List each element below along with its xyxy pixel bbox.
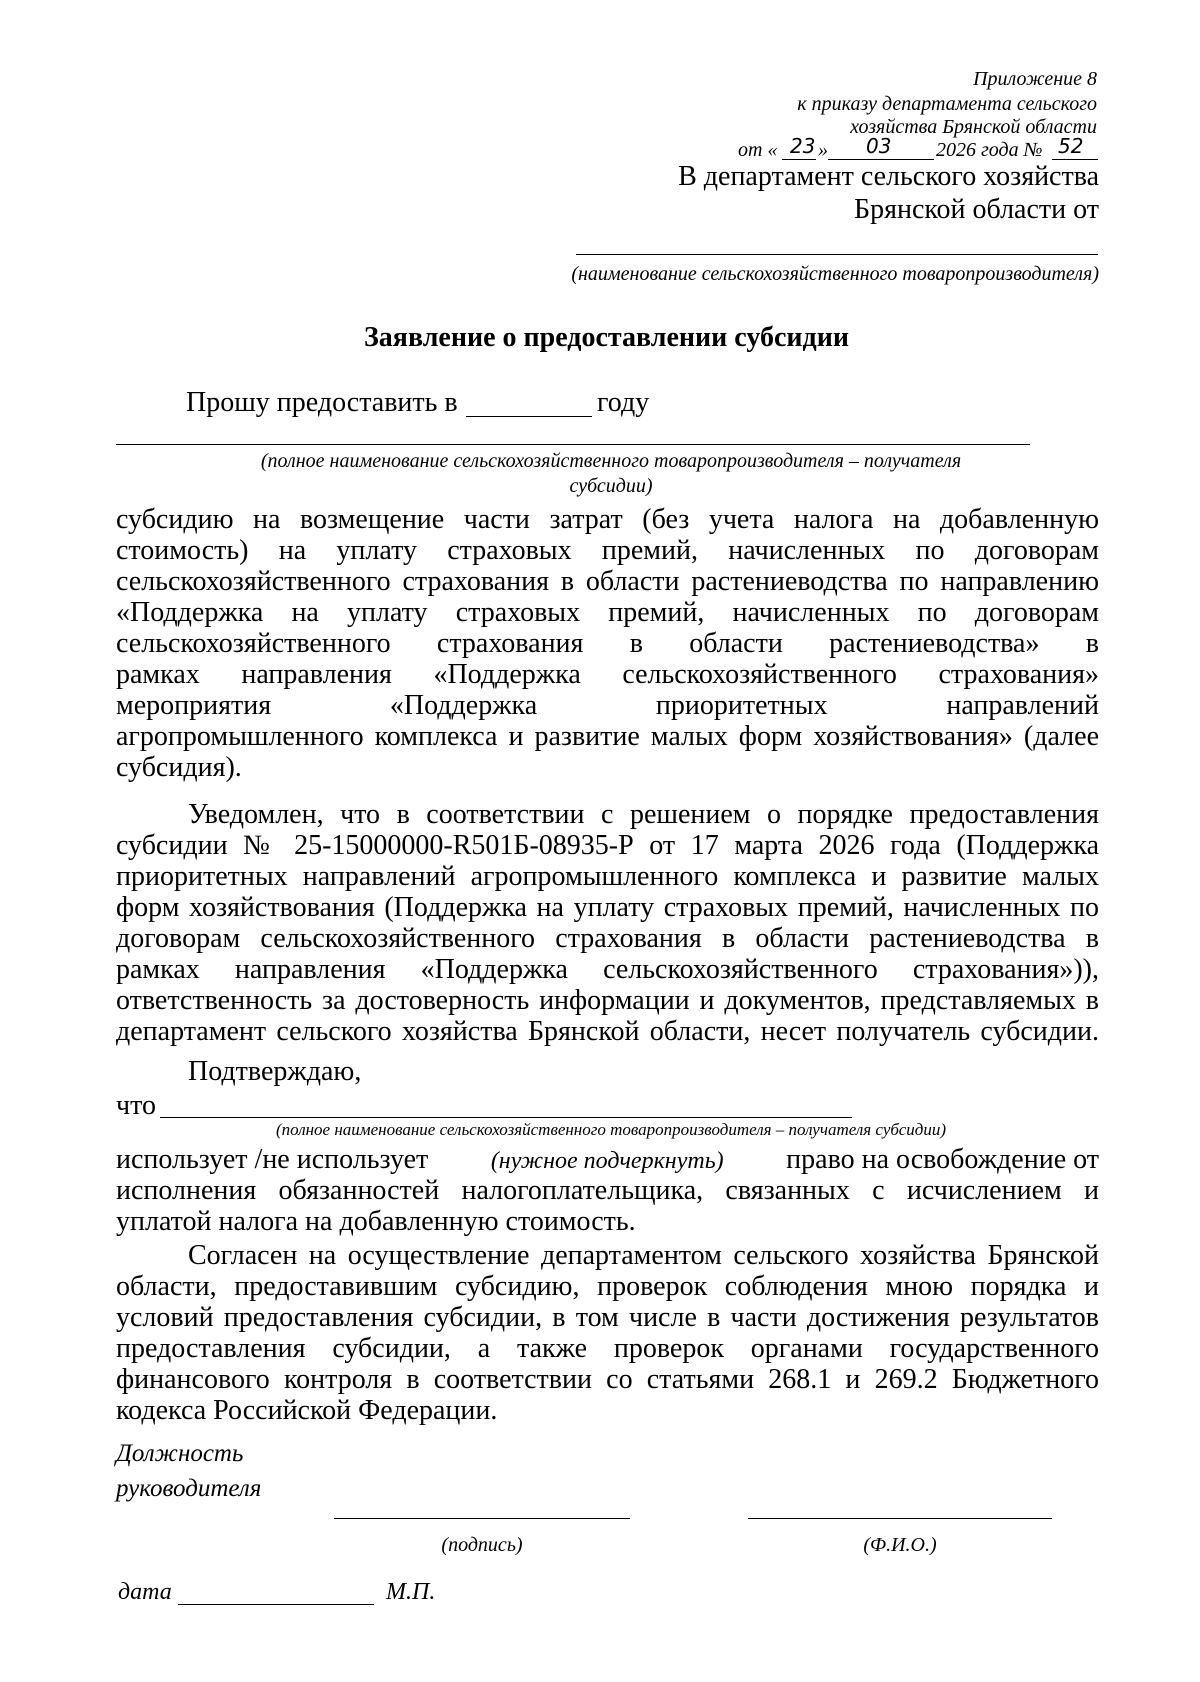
position-label-line2: руководителя [116, 1475, 262, 1502]
paragraph-line: агропромышленного комплекса и развитие малых форм хозяйствования» (далее [116, 721, 1099, 752]
full-name-hint: (Ф.И.О.) [863, 1534, 937, 1556]
paragraph-line: стоимость) на уплату страховых премий, начисленных по договорам [116, 535, 1099, 566]
paragraph-line: Уведомлен, что в соответствии с решением о порядке предоставления [188, 799, 1099, 830]
paragraph-line: департамент сельского хозяйства Брянской области, несет получатель субсидии. [116, 1016, 1099, 1047]
request-prefix: Прошу предоставить в [186, 387, 458, 418]
paragraph-line: области, предоставившим субсидию, проверок соблюдения мною порядка и [116, 1271, 1099, 1302]
order-reference-line2: хозяйства Брянской области [850, 116, 1097, 138]
confirm-label: Подтверждаю, [188, 1056, 362, 1087]
recipient-name-hint-line2: субсидии) [569, 475, 653, 497]
paragraph-line: кодекса Российской Федерации. [116, 1395, 498, 1426]
paragraph-line: договорам сельскохозяйственного страхования в области растениеводства в [116, 923, 1099, 954]
request-suffix: году [597, 387, 650, 418]
paragraph-line: условий предоставления субсидии, в том числе в части достижения результатов [116, 1302, 1099, 1333]
applicant-name-hint: (наименование сельскохозяйственного товаропроизводителя) [571, 263, 1099, 285]
appendix-label: Приложение 8 [973, 68, 1097, 90]
addressee-line2: Брянской области от [854, 194, 1099, 225]
order-date-month-underline [828, 159, 934, 160]
order-reference-line1: к приказу департамента сельского [797, 93, 1097, 115]
paragraph-line: «Поддержка на уплату страховых премий, начисленных по договорам [116, 597, 1099, 628]
paragraph-line: мероприятия «Поддержка приоритетных направлений [116, 690, 1099, 721]
paragraph-line: финансового контроля в соответствии со статьями 268.1 и 269.2 Бюджетного [116, 1364, 1099, 1395]
paragraph-line: рамках направления «Поддержка сельскохозяйственного страхования»)), [116, 954, 1099, 985]
year-field[interactable] [466, 416, 592, 417]
confirm-recipient-hint: (полное наименование сельскохозяйственного товаропроизводителя – получателя субсидии) [275, 1120, 947, 1139]
paragraph-line: субсидия). [116, 752, 242, 783]
subsidy-description-paragraph [116, 504, 1099, 783]
addressee-line1: В департамент сельского хозяйства [678, 161, 1099, 192]
paragraph-line: субсидию на возмещение части затрат (без учета налога на добавленную [116, 504, 1099, 535]
paragraph-line: сельскохозяйственного страхования в области растениеводства» в [116, 628, 1099, 659]
applicant-name-field[interactable] [576, 254, 1098, 255]
paragraph-line: сельскохозяйственного страхования в области растениеводства по направлению [116, 566, 1099, 597]
date-field[interactable] [178, 1604, 374, 1605]
notification-paragraph [116, 799, 1099, 1047]
full-name-field[interactable] [748, 1518, 1052, 1519]
paragraph-line: субсидии № 25-15000000-R501Б-08935-Р от 17 марта 2026 года (Поддержка [116, 830, 1099, 861]
signature-field[interactable] [334, 1518, 630, 1519]
vat-choice-line [116, 1144, 1099, 1175]
confirm-recipient-field[interactable] [160, 1117, 852, 1118]
paragraph-line: исполнения обязанностей налогоплательщика, связанных с исчислением и [116, 1175, 1099, 1206]
paragraph-line: уплатой налога на добавленную стоимость. [116, 1206, 636, 1237]
date-label: дата [118, 1579, 172, 1605]
paragraph-line: ответственность за достоверность информации и документов, представляемых в [116, 985, 1099, 1016]
signature-hint: (подпись) [441, 1534, 523, 1556]
confirm-that: что [116, 1090, 156, 1121]
consent-paragraph [116, 1240, 1099, 1426]
paragraph-line: Согласен на осуществление департаментом сельского хозяйства Брянской [188, 1240, 1099, 1271]
order-number-underline [1052, 159, 1098, 160]
order-date-close: » [818, 139, 828, 161]
order-number: 52 [1058, 134, 1084, 158]
vat-exemption-paragraph [116, 1144, 1099, 1237]
paragraph-line: предоставления субсидии, а также проверок органами государственного [116, 1333, 1099, 1364]
vat-choice-instruction: (нужное подчеркнуть) [490, 1148, 724, 1174]
position-label-line1: Должность [116, 1440, 244, 1467]
recipient-name-field[interactable] [116, 444, 1030, 445]
paragraph-line: приоритетных направлений агропромышленного комплекса и развитие малых [116, 861, 1099, 892]
vat-choice-options[interactable]: использует /не использует [116, 1144, 429, 1175]
paragraph-line: рамках направления «Поддержка сельскохозяйственного страхования» [116, 659, 1099, 690]
vat-choice-rest: право на освобождение от [786, 1144, 1099, 1175]
recipient-name-hint-line1: (полное наименование сельскохозяйственного товаропроизводителя – получателя [260, 450, 962, 472]
stamp-label: М.П. [386, 1579, 436, 1605]
order-date-month: 03 [866, 134, 892, 158]
order-date-day-underline [782, 159, 816, 160]
paragraph-line: форм хозяйствования (Поддержка на уплату страховых премий, начисленных по [116, 892, 1099, 923]
order-date-day: 23 [790, 134, 816, 158]
document-title: Заявление о предоставлении субсидии [364, 322, 849, 353]
order-date-prefix: от « [738, 139, 778, 161]
order-date-year: 2026 года № [936, 139, 1043, 161]
